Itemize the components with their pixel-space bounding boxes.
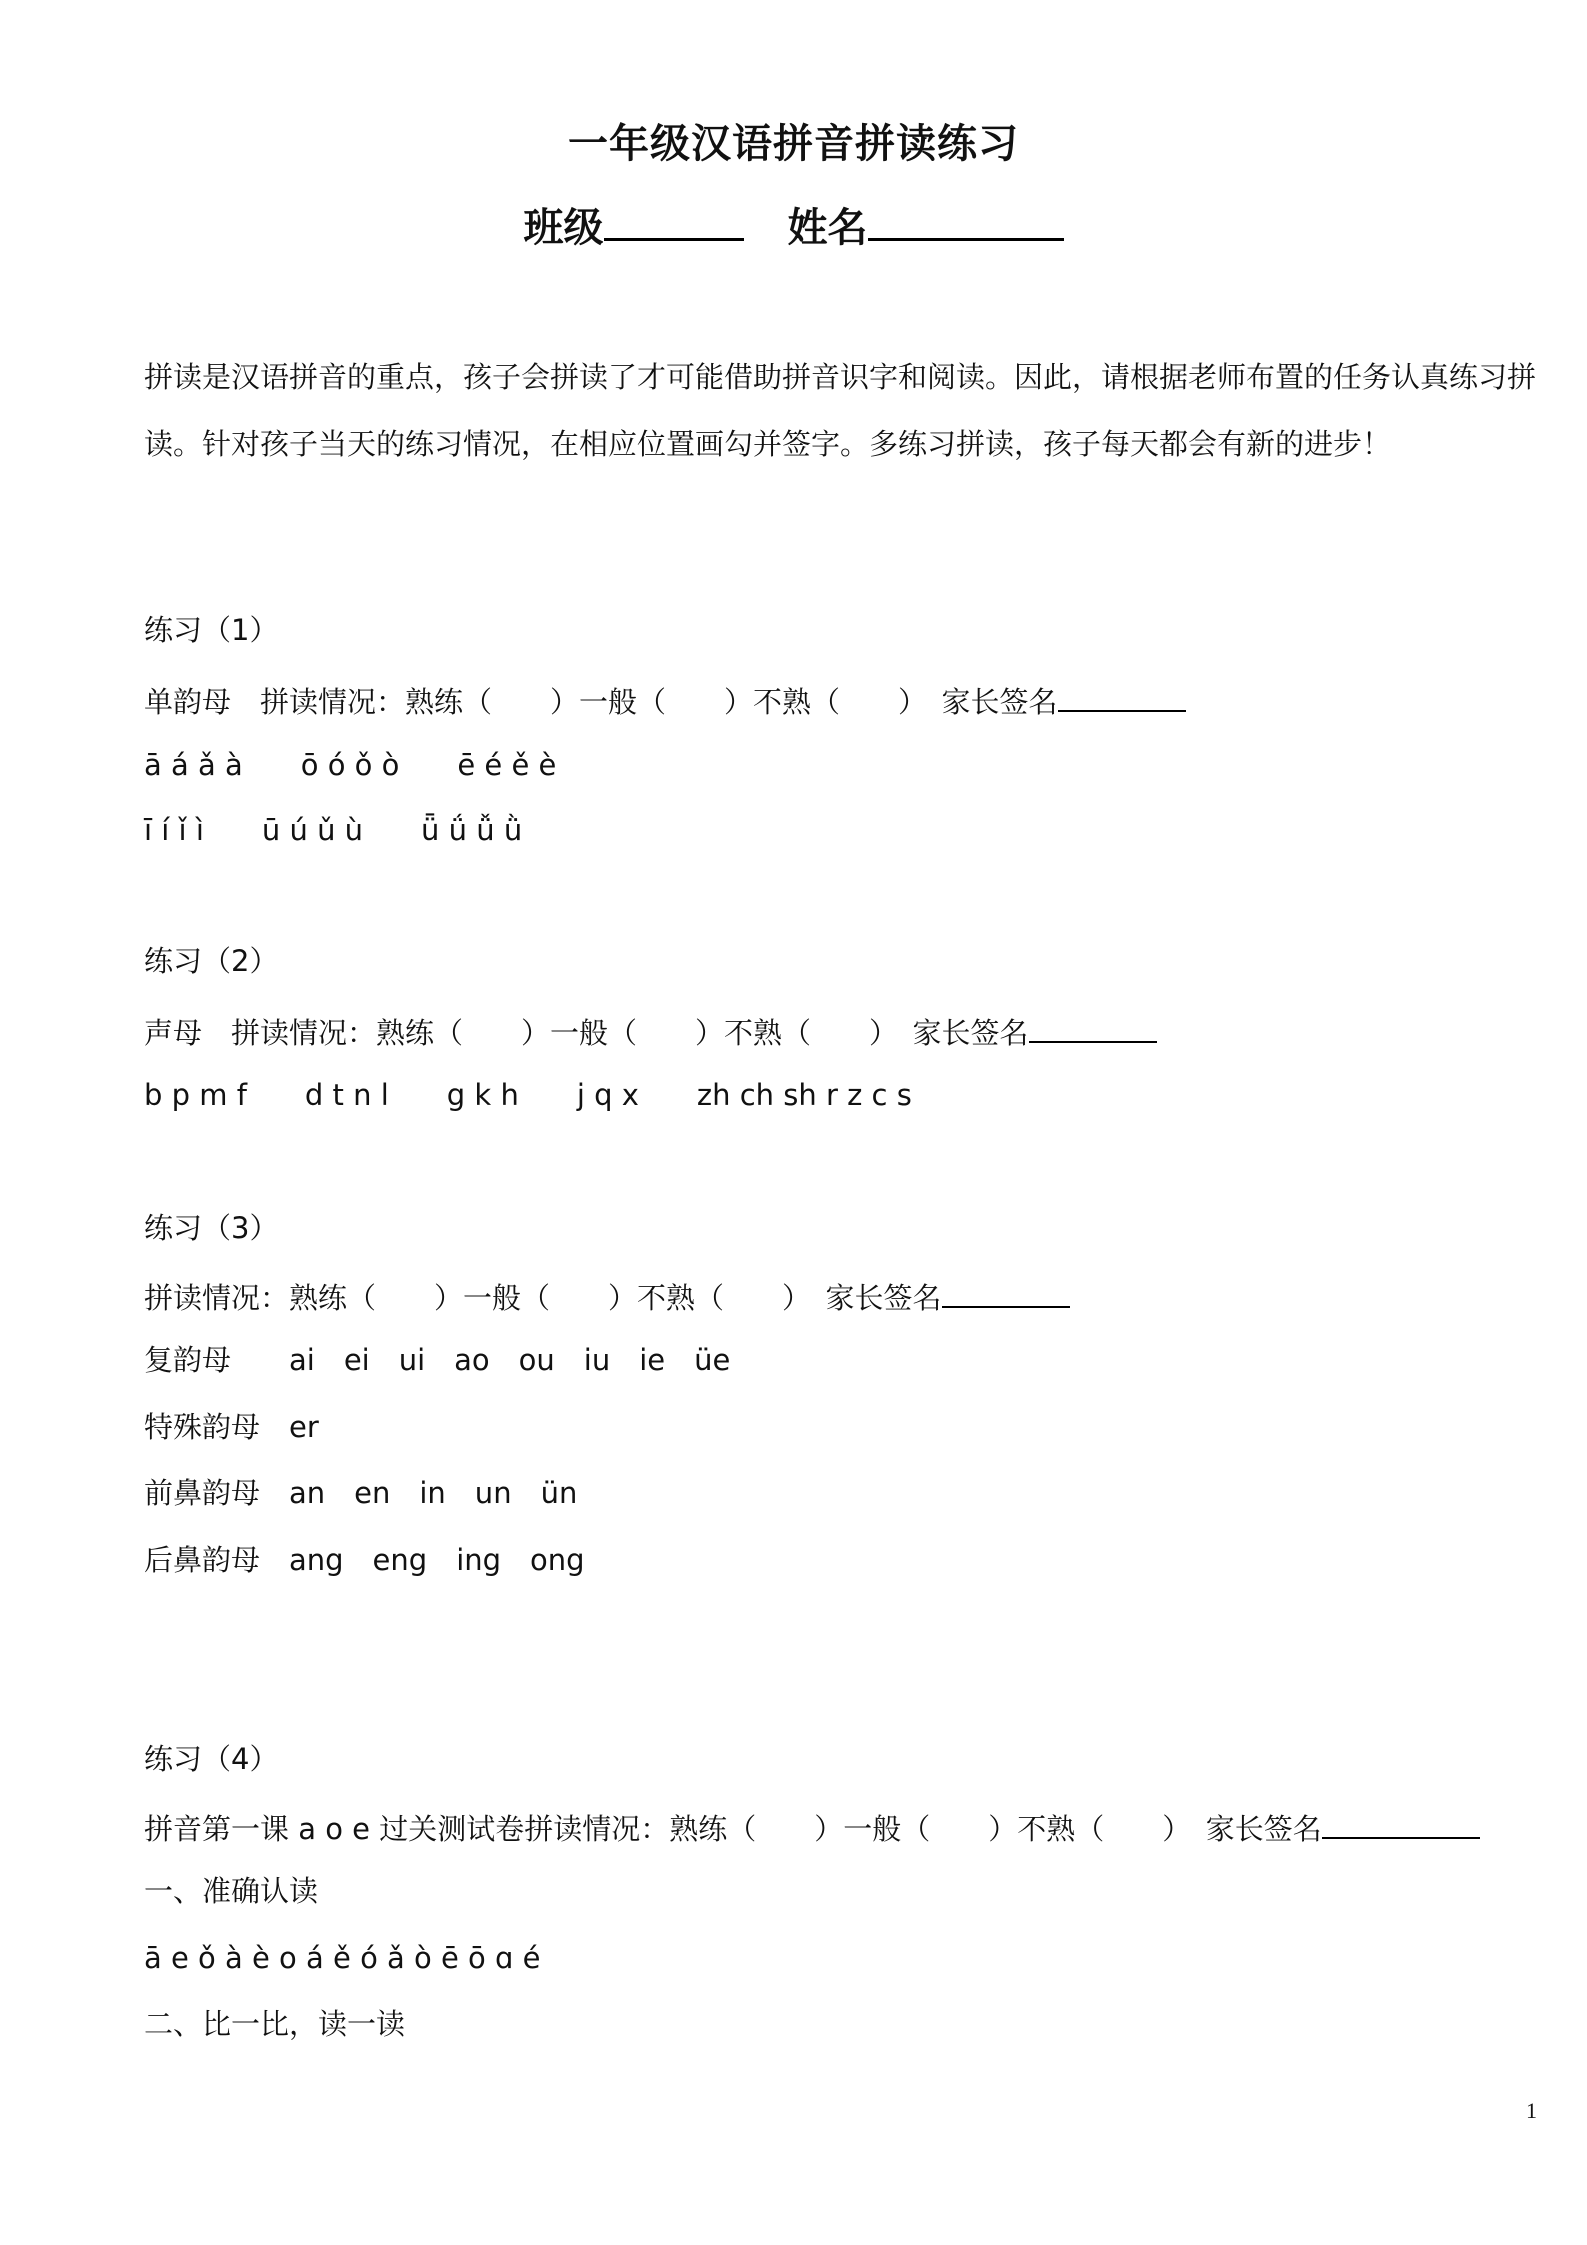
exercise-4-row-1: 一、准确认读: [144, 1874, 319, 1908]
exercise-1-heading: 练习（1）: [144, 613, 279, 647]
page-number: 1: [1526, 2098, 1537, 2123]
exercise-3-row-2: 特殊韵母 er: [144, 1410, 319, 1444]
exercise-3-heading: 练习（3）: [144, 1211, 279, 1245]
exercise-4-status: [144, 1807, 1480, 1847]
exercise-1-status: [144, 680, 1186, 720]
exercise-3-row-1: 复韵母 ai ei ui ao ou iu ie üe: [144, 1343, 731, 1377]
parent-signature-blank[interactable]: [1058, 680, 1186, 712]
exercise-1-row-2: ī í ǐ ì ū ú ǔ ù ǖ ǘ ǚ ǜ: [144, 813, 523, 847]
parent-signature-blank[interactable]: [1029, 1011, 1157, 1043]
exercise-2-status: [144, 1011, 1157, 1051]
exercise-3-row-3: 前鼻韵母 an en in un ün: [144, 1476, 578, 1510]
exercise-1-row-1: ā á ǎ à ō ó ǒ ò ē é ě è: [144, 748, 557, 782]
class-name-fields: [0, 196, 1587, 253]
exercise-3-row-4: 后鼻韵母 ang eng ing ong: [144, 1543, 585, 1577]
page-title: 一年级汉语拼音拼读练习: [568, 121, 1019, 167]
parent-signature-blank[interactable]: [1322, 1807, 1480, 1839]
exercise-4-row-3: 二、比一比，读一读: [144, 2007, 406, 2041]
exercise-2-row-1: b p m f d t n l g k h j q x zh ch sh r z c s: [144, 1078, 912, 1112]
status-text: 拼读情况：熟练（ ）一般（ ）不熟（ ） 家长签名: [144, 1281, 942, 1315]
status-text: 声母 拼读情况：熟练（ ）一般（ ）不熟（ ） 家长签名: [144, 1016, 1029, 1050]
class-label: 班级: [523, 205, 604, 251]
parent-signature-blank[interactable]: [942, 1276, 1070, 1308]
name-label: 姓名: [787, 205, 868, 251]
status-text: 拼音第一课 a o e 过关测试卷拼读情况：熟练（ ）一般（ ）不熟（ ） 家长签名: [144, 1812, 1322, 1846]
class-blank[interactable]: [604, 198, 744, 241]
status-text: 单韵母 拼读情况：熟练（ ）一般（ ）不熟（ ） 家长签名: [144, 685, 1058, 719]
exercise-3-status: [144, 1276, 1070, 1316]
exercise-4-row-2: ā e ǒ à è o á ě ó ǎ ò ē ō ɑ é: [144, 1941, 541, 1975]
exercise-4-heading: 练习（4）: [144, 1742, 279, 1776]
exercise-2-heading: 练习（2）: [144, 944, 279, 978]
intro-paragraph: 拼读是汉语拼音的重点，孩子会拼读了才可能借助拼音识字和阅读。因此，请根据老师布置的任务认真练习拼读。针对孩子当天的练习情况，在相应位置画勾并签字。多练习拼读，孩子每天都会有新的进步！: [144, 360, 1537, 461]
name-blank[interactable]: [868, 198, 1064, 241]
